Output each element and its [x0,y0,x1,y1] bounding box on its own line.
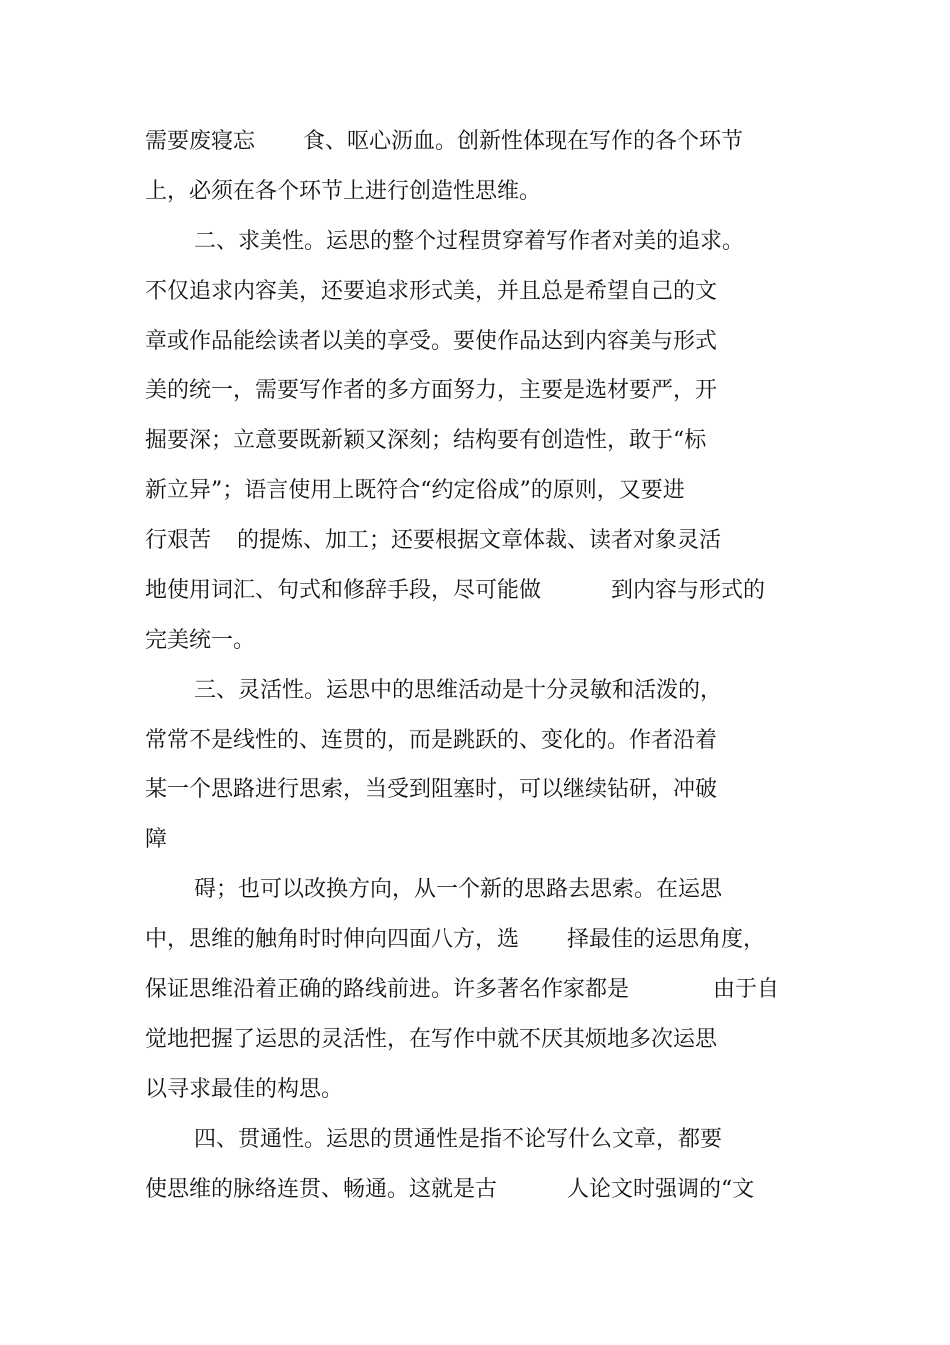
text-line [145,128,743,156]
text-fragment: 由于自 [713,977,780,1002]
text-fragment: 择最佳的运思角度， [567,927,766,952]
paragraph-first-line [194,228,744,256]
text-line [145,527,721,555]
text-fragment: 食、呕心沥血。创新性体现在写作的各个环节 [303,129,744,154]
text-fragment: 障 [145,827,168,852]
text-fragment: 常常不是线性的、连贯的，而是跳跃的、变化的。作者沿着 [145,728,718,753]
text-fragment: 人论文时强调的“文 [567,1177,755,1202]
text-fragment: 到内容与形式的 [611,578,766,603]
text-line [145,1026,717,1054]
text-line [145,826,167,854]
text-fragment: 章或作品能绘读者以美的享受。要使作品达到内容美与形式 [145,329,718,354]
text-fragment: 使思维的脉络连贯、畅通。这就是古 [145,1177,498,1202]
text-line [145,627,255,655]
text-fragment: 三、灵活性。运思中的思维活动是十分灵敏和活泼的， [194,678,723,703]
text-line [145,776,717,804]
text-line [145,1076,343,1104]
text-line [145,976,779,1004]
text-line [145,328,717,356]
text-fragment: 新立异”；语言使用上既符合“约定俗成”的原则，又要进 [145,478,685,503]
text-fragment: 美的统一，需要写作者的多方面努力，主要是选材要严，开 [145,378,718,403]
text-fragment: 以寻求最佳的构思。 [145,1077,344,1102]
text-fragment: 不仅追求内容美，还要追求形式美，并且总是希望自己的文 [145,279,718,304]
text-fragment: 觉地把握了运思的灵活性，在写作中就不厌其烦地多次运思 [145,1027,718,1052]
text-line [145,727,717,755]
text-line [145,178,541,206]
text-line [145,577,765,605]
text-fragment: 中，思维的触角时时伸向四面八方，选 [145,927,520,952]
text-fragment: 地使用词汇、句式和修辞手段，尽可能做 [145,578,542,603]
text-line [145,1176,754,1204]
paragraph-first-line [194,1126,722,1154]
text-line [145,926,765,954]
paragraph-first-line [194,876,722,904]
text-fragment: 掘要深；立意要既新颖又深刻；结构要有创造性，敢于“标 [145,428,707,453]
text-fragment: 行艰苦 [145,528,212,553]
text-line [145,477,685,505]
text-fragment: 碍；也可以改换方向，从一个新的思路去思索。在运思 [194,877,723,902]
text-fragment: 的提炼、加工；还要根据文章体裁、读者对象灵活 [237,528,722,553]
paragraph-first-line [194,677,722,705]
text-line [145,377,717,405]
text-line [145,427,706,455]
text-fragment: 完美统一。 [145,628,256,653]
text-fragment: 二、求美性。运思的整个过程贯穿着写作者对美的追求。 [194,229,745,254]
text-fragment: 上，必须在各个环节上进行创造性思维。 [145,179,542,204]
text-fragment: 保证思维沿着正确的路线前进。许多著名作家都是 [145,977,630,1002]
text-fragment: 某一个思路进行思索，当受到阻塞时，可以继续钻研，冲破 [145,777,718,802]
text-line [145,278,717,306]
text-fragment: 需要废寝忘 [145,129,256,154]
text-fragment: 四、贯通性。运思的贯通性是指不论写什么文章，都要 [194,1127,723,1152]
